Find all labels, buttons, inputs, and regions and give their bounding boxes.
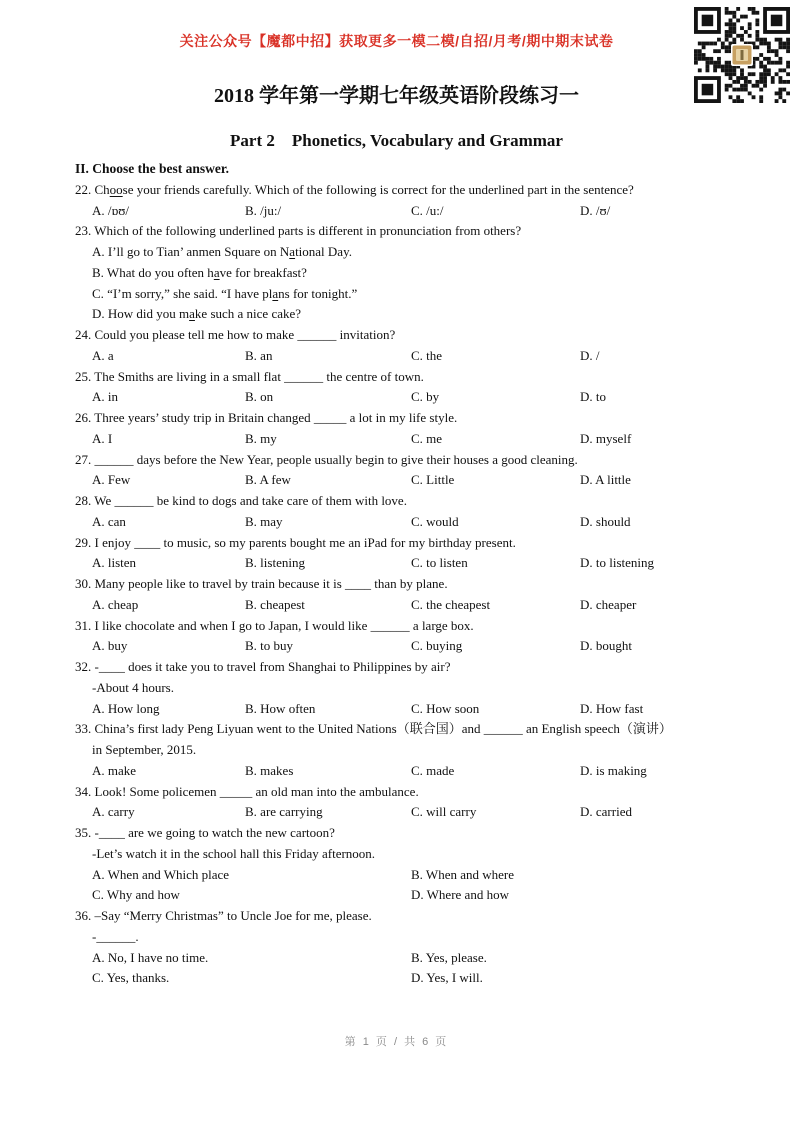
option-label: C.	[92, 970, 104, 986]
question-line	[75, 927, 727, 948]
option	[411, 429, 580, 450]
option-label: A.	[92, 555, 105, 571]
option	[411, 470, 580, 491]
option	[580, 802, 727, 823]
option-text: A little	[592, 472, 631, 488]
question-stem	[75, 533, 727, 554]
question-text: –Say “Merry Christmas” to Uncle Joe for me, please.	[94, 908, 372, 923]
option-text: to listen	[422, 555, 468, 571]
page-title: 2018 学年第一学期七年级英语阶段练习一	[214, 85, 579, 107]
option-text: A few	[256, 472, 291, 488]
options-row	[75, 699, 727, 720]
option-text: to listening	[592, 555, 655, 571]
option	[245, 636, 411, 657]
question-text: -____ does it take you to travel from Shanghai to Philippines by air?	[94, 659, 451, 674]
option-label: C.	[411, 638, 423, 654]
question-text: Look! Some policemen _____ an old man into the ambulance.	[94, 783, 419, 799]
question-number: 35.	[75, 825, 92, 840]
option-text: to	[592, 389, 607, 405]
question-stem	[75, 616, 727, 637]
option-label: B.	[245, 513, 257, 529]
option-label: B.	[245, 389, 257, 405]
option	[92, 865, 411, 886]
page-footer: 第 1 页 / 共 6 页	[344, 1036, 449, 1048]
option-label: C.	[411, 472, 423, 488]
option	[580, 470, 727, 491]
option	[92, 885, 411, 906]
question-text: se your friends carefully. Which of the following is correct for the underlined part in the sentence?	[122, 181, 634, 197]
option-text: a	[104, 347, 114, 363]
question-number: 30.	[75, 576, 92, 591]
options-row	[75, 595, 727, 616]
option-label: A.	[92, 347, 105, 363]
option	[92, 968, 411, 989]
option-label: C.	[411, 513, 423, 529]
option-text: should	[592, 513, 631, 529]
options-row	[75, 802, 727, 823]
option-text: Yes, please.	[422, 949, 487, 965]
question-number: 31.	[75, 617, 92, 633]
question-text: ns for tonight.”	[278, 285, 358, 301]
option-text: cheapest	[256, 596, 305, 612]
option	[92, 761, 245, 782]
question-stem	[75, 823, 727, 844]
question-stem	[75, 450, 727, 471]
question-text: D. How did you m	[92, 306, 190, 322]
question-line	[75, 242, 727, 263]
question-number: 34.	[75, 783, 92, 799]
option-text: No, I have no time.	[104, 949, 209, 965]
option	[411, 346, 580, 367]
option-text: When and Which place	[104, 866, 230, 882]
option-label: B.	[245, 202, 257, 218]
option-text: /ju:/	[256, 202, 282, 218]
option-text: makes	[256, 762, 294, 778]
option-label: A.	[92, 949, 105, 965]
option-label: A.	[92, 472, 105, 488]
question-text: Could you please tell me how to make ______ invitation?	[94, 327, 396, 342]
option-text: made	[422, 762, 455, 778]
question-text: -Let’s watch it in the school hall this Friday afternoon.	[92, 845, 376, 861]
option	[411, 968, 727, 989]
question-line	[75, 740, 727, 761]
options-row	[75, 201, 727, 222]
option-text: Why and how	[103, 887, 180, 903]
question-line	[75, 844, 727, 865]
option-label: A.	[92, 202, 105, 218]
question-number: 26.	[75, 410, 92, 425]
option	[245, 512, 411, 533]
options-row	[75, 470, 727, 491]
question-stem	[75, 657, 727, 678]
option-label: C.	[411, 202, 423, 218]
option-label: A.	[92, 513, 105, 529]
option-label: A.	[92, 762, 105, 778]
option-label: B.	[245, 762, 257, 778]
option-label: D.	[580, 347, 593, 363]
question-number: 25.	[75, 368, 92, 384]
option	[92, 201, 245, 222]
option	[245, 201, 411, 222]
option	[245, 553, 411, 574]
question-text: in September, 2015.	[92, 742, 197, 757]
option-label: D.	[580, 762, 593, 778]
option-label: B.	[245, 700, 257, 716]
option-text: buy	[104, 638, 128, 654]
option-label: D.	[580, 700, 593, 716]
options-row	[75, 636, 727, 657]
option-label: A.	[92, 596, 105, 612]
option-text: is making	[592, 762, 647, 778]
underlined-text: a	[213, 264, 220, 280]
option-label: B.	[245, 430, 257, 446]
option	[411, 802, 580, 823]
question-number: 27.	[75, 451, 92, 467]
option	[580, 387, 727, 408]
option-text: make	[104, 762, 137, 778]
option-text: Little	[422, 472, 455, 488]
option-label: C.	[411, 700, 423, 716]
question-text: China’s first lady Peng Liyuan went to the United Nations（联合国）and ______ an English speech（演讲）	[94, 721, 672, 737]
option	[580, 636, 727, 657]
option-text: How long	[104, 700, 160, 716]
option	[92, 346, 245, 367]
option-text: by	[422, 389, 440, 405]
question-stem	[75, 408, 727, 429]
option-text: myself	[592, 430, 632, 446]
options-row	[75, 429, 727, 450]
option-label: A.	[92, 866, 105, 882]
option-text: cheaper	[592, 596, 637, 612]
option	[245, 429, 411, 450]
option-label: C.	[411, 762, 423, 778]
question-stem	[75, 906, 727, 927]
option-text: are carrying	[256, 804, 323, 820]
option	[92, 636, 245, 657]
option	[411, 865, 727, 886]
option	[92, 512, 245, 533]
question-text: Which of the following underlined parts is different in pronunciation from others?	[94, 223, 522, 239]
option	[245, 595, 411, 616]
option-label: B.	[245, 596, 257, 612]
option	[580, 346, 727, 367]
option-label: B.	[245, 638, 257, 654]
options-row	[75, 885, 727, 906]
option-text: to buy	[256, 638, 294, 654]
question-stem	[75, 719, 727, 740]
option-label: D.	[580, 555, 593, 571]
option-label: D.	[580, 472, 593, 488]
option-label: D.	[580, 202, 593, 218]
option	[92, 699, 245, 720]
option	[411, 595, 580, 616]
option-label: A.	[92, 804, 105, 820]
question-text: Three years’ study trip in Britain changed _____ a lot in my life style.	[94, 410, 458, 425]
option-label: C.	[411, 430, 423, 446]
option-text: the	[422, 347, 443, 363]
option-text: would	[422, 513, 459, 529]
question-text: C. “I’m sorry,” she said. “I have pl	[92, 285, 273, 301]
options-row	[75, 761, 727, 782]
option-label: D.	[580, 430, 593, 446]
question-number: 32.	[75, 659, 92, 674]
option-label: D.	[580, 596, 593, 612]
option-label: A.	[92, 700, 105, 716]
option	[92, 429, 245, 450]
option	[411, 387, 580, 408]
part-heading: Part 2 Phonetics, Vocabulary and Grammar	[230, 131, 563, 150]
option-text: Yes, I will.	[423, 970, 483, 986]
question-number: 24.	[75, 327, 92, 342]
option	[580, 553, 727, 574]
question-line	[75, 304, 727, 325]
option-text: will carry	[422, 804, 477, 820]
option-text: buying	[422, 638, 463, 654]
option-label: A.	[92, 638, 105, 654]
options-row	[75, 948, 727, 969]
option-text: /ʊ/	[592, 202, 611, 218]
questions	[75, 180, 727, 989]
option	[245, 802, 411, 823]
question-text: ke such a nice cake?	[194, 306, 302, 322]
question-line	[75, 678, 727, 699]
question-text: We ______ be kind to dogs and take care of them with love.	[94, 493, 407, 508]
question-number: 28.	[75, 493, 92, 508]
option-label: C.	[411, 389, 423, 405]
question-text: ______ days before the New Year, people usually begin to give their houses a good cleaning.	[94, 451, 578, 467]
option-text: Few	[104, 472, 131, 488]
option	[245, 699, 411, 720]
question-line	[75, 284, 727, 305]
underlined-text: oo	[109, 181, 123, 197]
question-text: ve for breakfast?	[219, 264, 307, 280]
option-text: Yes, thanks.	[103, 970, 170, 986]
option	[580, 699, 727, 720]
question-text: Ch	[94, 181, 110, 197]
question-stem	[75, 325, 727, 346]
option	[411, 512, 580, 533]
option	[92, 802, 245, 823]
option	[245, 387, 411, 408]
option	[92, 553, 245, 574]
option-label: D.	[580, 389, 593, 405]
question-text: A. I’ll go to Tian’ anmen Square on N	[92, 244, 290, 259]
option	[580, 512, 727, 533]
option	[411, 636, 580, 657]
question-number: 36.	[75, 908, 92, 923]
option-label: C.	[92, 887, 104, 903]
option	[245, 761, 411, 782]
option	[580, 761, 727, 782]
option-label: C.	[411, 804, 423, 820]
options-row	[75, 387, 727, 408]
question-text: I enjoy ____ to music, so my parents bought me an iPad for my birthday present.	[94, 534, 516, 550]
option	[411, 699, 580, 720]
option	[411, 761, 580, 782]
option-label: B.	[411, 949, 423, 965]
option-label: D.	[580, 638, 593, 654]
content	[75, 159, 727, 989]
question-number: 22.	[75, 181, 92, 197]
question-text: Many people like to travel by train because it is ____ than by plane.	[94, 576, 448, 591]
option-label: D.	[580, 804, 593, 820]
option	[411, 201, 580, 222]
underlined-text: a	[289, 244, 296, 259]
question-text: tional Day.	[295, 244, 352, 259]
question-number: 23.	[75, 223, 92, 239]
option	[92, 387, 245, 408]
promo-header: 关注公众号【魔都中招】获取更多一模二模/自招/月考/期中期末试卷	[179, 33, 614, 49]
options-row	[75, 553, 727, 574]
question-number: 33.	[75, 721, 92, 737]
option-text: on	[256, 389, 274, 405]
option-text: an	[256, 347, 273, 363]
options-row	[75, 865, 727, 886]
option	[580, 429, 727, 450]
question-stem	[75, 782, 727, 803]
option-label: D.	[411, 970, 424, 986]
question-text: B. What do you often h	[92, 264, 214, 280]
option-text: in	[104, 389, 119, 405]
option-text: carry	[104, 804, 135, 820]
option-text: cheap	[104, 596, 139, 612]
option-text: the cheapest	[422, 596, 491, 612]
option	[411, 885, 727, 906]
option-label: B.	[245, 804, 257, 820]
option	[92, 595, 245, 616]
option-label: A.	[92, 389, 105, 405]
option-label: D.	[411, 887, 424, 903]
option	[580, 201, 727, 222]
options-row	[75, 512, 727, 533]
option-label: B.	[245, 472, 257, 488]
question-line	[75, 263, 727, 284]
option-label: C.	[411, 555, 423, 571]
question-stem	[75, 180, 727, 201]
option-text: /	[592, 347, 600, 363]
option-text: carried	[592, 804, 632, 820]
question-text: -______.	[92, 928, 139, 944]
question-stem	[75, 221, 727, 242]
option	[411, 948, 727, 969]
option-text: Where and how	[423, 887, 509, 903]
options-row	[75, 346, 727, 367]
question-stem	[75, 574, 727, 595]
option-label: B.	[245, 347, 257, 363]
option-label: A.	[92, 430, 105, 446]
option	[245, 470, 411, 491]
option-text: listen	[104, 555, 137, 571]
question-stem	[75, 491, 727, 512]
question-stem	[75, 367, 727, 388]
option-label: D.	[580, 513, 593, 529]
option-text: How soon	[422, 700, 480, 716]
option-text: listening	[256, 555, 305, 571]
option-text: When and where	[422, 866, 515, 882]
question-text: -____ are we going to watch the new cartoon?	[94, 825, 335, 840]
question-text: -About 4 hours.	[92, 679, 174, 695]
option-label: B.	[411, 866, 423, 882]
option-text: /u:/	[422, 202, 444, 218]
option-text: bought	[592, 638, 633, 654]
option-text: me	[422, 430, 443, 446]
option	[92, 470, 245, 491]
option-text: can	[104, 513, 126, 529]
option	[92, 948, 411, 969]
option-text: How often	[256, 700, 316, 716]
option	[411, 553, 580, 574]
option-label: C.	[411, 347, 423, 363]
section-heading: II. Choose the best answer.	[75, 161, 230, 176]
option	[245, 346, 411, 367]
option-label: C.	[411, 596, 423, 612]
question-text: The Smiths are living in a small flat ______ the centre of town.	[94, 368, 424, 384]
option-text: may	[256, 513, 283, 529]
underlined-text: a	[272, 285, 279, 301]
question-number: 29.	[75, 534, 92, 550]
option-text: How fast	[592, 700, 644, 716]
option-text: I	[104, 430, 113, 446]
question-text: I like chocolate and when I go to Japan, I would like ______ a large box.	[94, 617, 474, 633]
underlined-text: a	[189, 306, 195, 322]
option-label: B.	[245, 555, 257, 571]
option	[580, 595, 727, 616]
option-text: my	[256, 430, 277, 446]
option-text: /ɒʊ/	[104, 202, 130, 218]
options-row	[75, 968, 727, 989]
